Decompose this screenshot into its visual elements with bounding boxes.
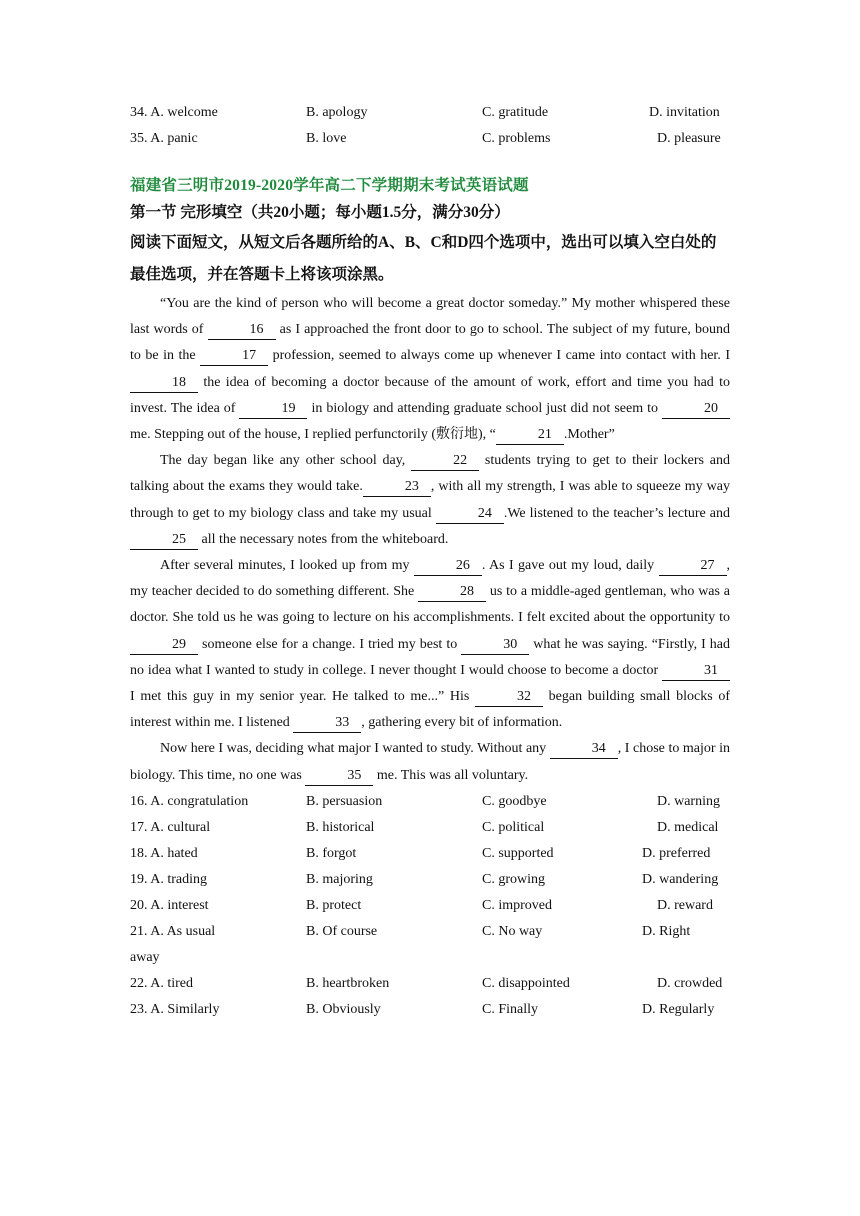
blank-31: 31 [662,662,730,681]
passage-text: I met this guy in my senior year. He talked to me...” His [130,689,476,705]
blank-33: 33 [293,714,361,733]
passage-text: us to a middle-aged gentleman, who was a doctor. She told us he was going to lecture on his accomplishments. I felt excited about the opportunity to [130,584,730,626]
option-b: B. love [306,131,347,146]
option-a: 17. A. cultural [130,819,211,835]
option-row-16 [130,789,730,815]
passage-paragraph-4 [130,736,730,788]
option-b: B. Obviously [306,1001,381,1017]
passage-text: .Mother” [563,427,615,443]
blank-20: 20 [662,400,730,419]
option-a: 16. A. congratulation [130,793,249,809]
option-d: D. pleasure [657,131,721,146]
option-c: C. supported [482,845,554,861]
passage-text: began building small blocks of interest within me. I listened [130,689,730,731]
option-b: B. forgot [306,845,357,861]
blank-26: 26 [414,557,482,576]
option-c: C. Finally [482,1001,539,1017]
blank-19: 19 [239,400,307,419]
passage-text: “You are the kind of person who will become a great doctor someday.” My mother whispered these last words of [130,296,730,338]
option-a: 23. A. Similarly [130,1001,220,1017]
option-d: D. Regularly [642,1001,715,1017]
passage-text: Now here I was, deciding what major I wanted to study. Without any [160,741,550,757]
blank-24: 24 [436,505,504,524]
option-row-23 [130,997,730,1023]
blank-28: 28 [418,583,486,602]
section-title: 第一节 完形填空（共20小题；每小题1.5分，满分30分） [130,204,510,221]
option-row-21 [130,919,730,945]
passage-text: what he was saying. “Firstly, I had no idea what I wanted to study in college. I never thought I would choose to become a doctor [130,636,731,678]
option-row-35 [130,126,730,152]
option-c: C. No way [482,923,543,939]
passage-text: . As I gave out my loud, daily [481,558,659,574]
option-b: B. majoring [306,871,373,887]
passage-text: the idea of becoming a doctor because of the amount of work, effort and time you had to invest. The idea of [130,374,730,416]
passage-text: me. Stepping out of the house, I replied perfunctorily (敷衍地), “ [130,427,496,443]
option-a: 19. A. trading [130,871,207,887]
passage-text: After several minutes, I looked up from my [160,558,414,574]
option-c: C. political [482,819,545,835]
option-c: C. growing [482,871,545,887]
passage-text: , gathering every bit of information. [361,715,563,731]
exam-heading: 福建省三明市2019-2020学年高二下学期期末考试英语试题 [130,177,529,194]
passage-text: The day began like any other school day, [160,453,412,469]
blank-35: 35 [305,767,373,786]
option-a: 35. A. panic [130,131,198,146]
blank-18: 18 [130,374,198,393]
option-row-19 [130,867,730,893]
option-d: D. preferred [642,845,711,861]
option-d: D. medical [657,819,719,835]
passage-text: all the necessary notes from the whiteboard. [198,531,449,547]
option-c: C. improved [482,897,552,913]
blank-27: 27 [659,557,727,576]
option-d: D. reward [657,897,713,913]
passage-text: as I approached the front door to go to school. The subject of my future, bound to be in the [130,322,730,364]
blank-17: 17 [200,347,268,366]
option-c: C. goodbye [482,793,547,809]
blank-22: 22 [411,452,479,471]
option-d-wrap: away [130,949,160,965]
option-b: B. historical [306,819,375,835]
option-b: B. persuasion [306,793,383,809]
passage-text: , I chose to major in biology. This time, no one was [130,741,731,783]
passage-paragraph-1 [130,291,730,448]
passage-text: students trying to get to their lockers and talking about the exams they would take. [130,453,730,495]
option-a: 22. A. tired [130,975,193,991]
top-options [130,100,730,152]
option-row-22 [130,971,730,997]
document-page [130,100,730,1023]
passage-paragraph-2 [130,448,730,553]
blank-32: 32 [475,688,543,707]
passage-text: profession, seemed to always come up whenever I came into contact with her. I [268,348,730,364]
blank-21: 21 [496,426,564,445]
option-row-20 [130,893,730,919]
option-row-17 [130,815,730,841]
blank-25: 25 [130,531,198,550]
instructions: 阅读下面短文，从短文后各题所给的A、B、C和D四个选项中，选出可以填入空白处的最佳选项，并在答题卡上将该项涂黑。 [130,234,717,283]
option-a: 34. A. welcome [130,105,218,120]
passage-text: me. This was all voluntary. [373,767,529,783]
blank-23: 23 [363,478,431,497]
option-d: D. warning [657,793,720,809]
blank-16: 16 [208,321,276,340]
passage-text: , my teacher decided to do something different. She [130,558,730,600]
passage-text: in biology and attending graduate school just did not seem to [307,400,662,416]
blank-29: 29 [130,636,198,655]
option-b: B. Of course [306,923,378,939]
option-row-34 [130,100,730,126]
option-b: B. apology [306,105,368,120]
option-a: 21. A. As usual [130,923,216,939]
blank-30: 30 [461,636,529,655]
option-row-18 [130,841,730,867]
blank-34: 34 [550,740,618,759]
option-d: D. invitation [649,105,720,120]
option-c: C. disappointed [482,975,570,991]
option-b: B. protect [306,897,362,913]
passage-text: .We listened to the teacher’s lecture and [503,505,730,521]
option-d: D. wandering [642,871,719,887]
option-b: B. heartbroken [306,975,390,991]
passage-paragraph-3 [130,553,730,736]
passage-text: someone else for a change. I tried my best to [198,636,462,652]
passage-text: , with all my strength, I was able to squeeze my way through to get to my biology class and take my usual [130,479,730,521]
option-c: C. problems [482,131,551,146]
answer-options [130,789,730,1023]
option-c: C. gratitude [482,105,549,120]
option-d: D. Right [642,923,691,939]
option-a: 20. A. interest [130,897,209,913]
option-a: 18. A. hated [130,845,198,861]
option-d: D. crowded [657,975,723,991]
